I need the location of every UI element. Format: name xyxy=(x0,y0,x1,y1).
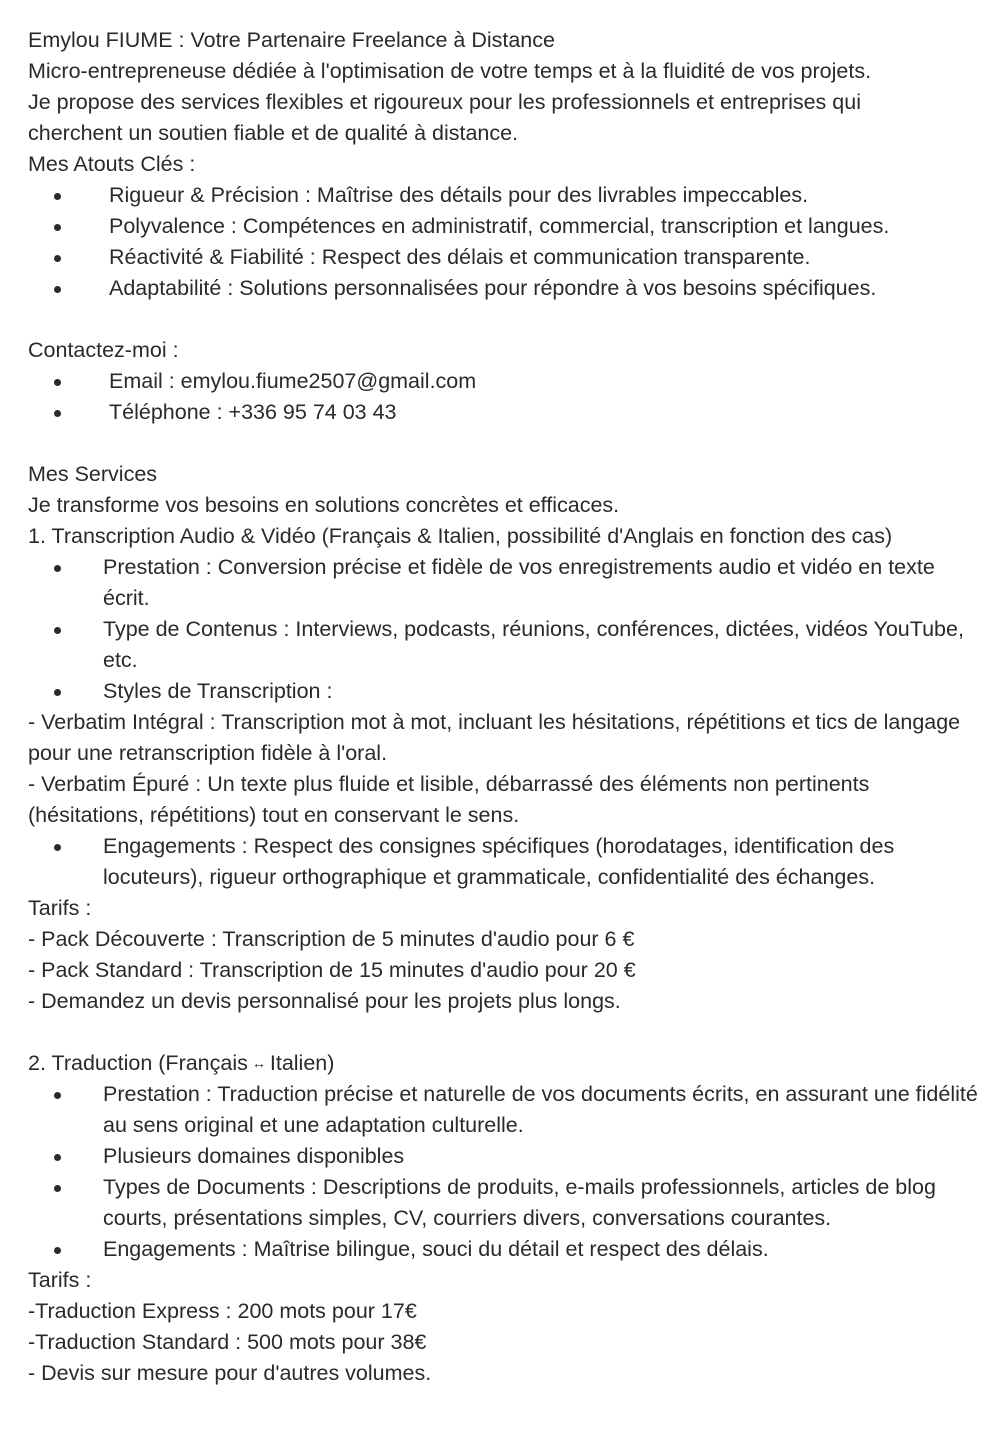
tarif-item: - Pack Découverte : Transcription de 5 minutes d'audio pour 6 € xyxy=(28,927,635,951)
spacer xyxy=(0,1017,1000,1048)
services-heading: Mes Services xyxy=(28,462,158,486)
bullet-icon xyxy=(54,1185,61,1192)
bullet-icon xyxy=(54,1092,61,1099)
bullet-icon xyxy=(54,844,61,851)
bullet-icon xyxy=(54,1247,61,1254)
list-item: Plusieurs domaines disponibles xyxy=(0,1141,1000,1172)
list-item: Type de Contenus : Interviews, podcasts, réunions, conférences, dictées, vidéos YouTube, etc. xyxy=(0,614,1000,676)
tarif-item: -Traduction Standard : 500 mots pour 38€ xyxy=(28,1330,427,1354)
tarif-item: - Pack Standard : Transcription de 15 minutes d'audio pour 20 € xyxy=(28,958,636,982)
contact-email: Email : emylou.fiume2507@gmail.com xyxy=(0,366,1000,397)
spacer xyxy=(0,428,1000,459)
list-item: Rigueur & Précision : Maîtrise des détails pour des livrables impeccables. xyxy=(0,180,1000,211)
bullet-icon xyxy=(54,627,61,634)
bullet-icon xyxy=(54,1154,61,1161)
style-item: - Verbatim Épuré : Un texte plus fluide et lisible, débarrassé des éléments non pertinents (hésitations, répétitions) tout en conservant le sens. xyxy=(28,772,870,827)
left-right-arrow-icon: ↔ xyxy=(251,1055,266,1071)
list-item: Styles de Transcription : xyxy=(0,676,1000,707)
bullet-icon xyxy=(54,689,61,696)
intro-line: cherchent un soutien fiable et de qualité à distance. xyxy=(28,121,519,145)
contact-heading: Contactez-moi : xyxy=(28,338,179,362)
transcription-title: 1. Transcription Audio & Vidéo (Français & Italien, possibilité d'Anglais en fonction des cas) xyxy=(28,524,893,548)
bullet-icon xyxy=(54,286,61,293)
list-item: Réactivité & Fiabilité : Respect des délais et communication transparente. xyxy=(0,242,1000,273)
spacer xyxy=(0,304,1000,335)
bullet-icon xyxy=(54,193,61,200)
atouts-heading: Mes Atouts Clés : xyxy=(28,152,196,176)
document-body xyxy=(0,25,1000,1389)
services-subheading: Je transforme vos besoins en solutions concrètes et efficaces. xyxy=(28,493,620,517)
tarif-item: - Devis sur mesure pour d'autres volumes. xyxy=(28,1361,432,1385)
list-item: Engagements : Respect des consignes spécifiques (horodatages, identification des locuteurs), rigueur orthographique et grammaticale, confidentialité des échanges. xyxy=(0,831,1000,893)
list-item: Polyvalence : Compétences en administratif, commercial, transcription et langues. xyxy=(0,211,1000,242)
contact-phone: Téléphone : +336 95 74 03 43 xyxy=(0,397,1000,428)
bullet-icon xyxy=(54,255,61,262)
bullet-icon xyxy=(54,224,61,231)
list-item: Adaptabilité : Solutions personnalisées pour répondre à vos besoins spécifiques. xyxy=(0,273,1000,304)
tarif-item: - Demandez un devis personnalisé pour les projets plus longs. xyxy=(28,989,621,1013)
tarifs-heading: Tarifs : xyxy=(28,1268,92,1292)
bullet-icon xyxy=(54,379,61,386)
document-title: Emylou FIUME : Votre Partenaire Freelance à Distance xyxy=(28,28,555,52)
bullet-icon xyxy=(54,410,61,417)
list-item: Types de Documents : Descriptions de produits, e-mails professionnels, articles de blog courts, présentations simples, CV, courriers divers, conversations courantes. xyxy=(0,1172,1000,1234)
list-item: Prestation : Traduction précise et naturelle de vos documents écrits, en assurant une fidélité au sens original et une adaptation culturelle. xyxy=(0,1079,1000,1141)
style-item: - Verbatim Intégral : Transcription mot à mot, incluant les hésitations, répétitions et tics de langage pour une retranscription fidèle à l'oral. xyxy=(28,710,961,765)
tarif-item: -Traduction Express : 200 mots pour 17€ xyxy=(28,1299,417,1323)
list-item: Engagements : Maîtrise bilingue, souci du détail et respect des délais. xyxy=(0,1234,1000,1265)
traduction-title: 2. Traduction (Français ↔ Italien) xyxy=(28,1051,335,1075)
list-item: Prestation : Conversion précise et fidèle de vos enregistrements audio et vidéo en texte écrit. xyxy=(0,552,1000,614)
tarifs-heading: Tarifs : xyxy=(28,896,92,920)
intro-line: Je propose des services flexibles et rigoureux pour les professionnels et entreprises qui xyxy=(28,90,861,114)
intro-line: Micro-entrepreneuse dédiée à l'optimisation de votre temps et à la fluidité de vos projets. xyxy=(28,59,872,83)
bullet-icon xyxy=(54,565,61,572)
